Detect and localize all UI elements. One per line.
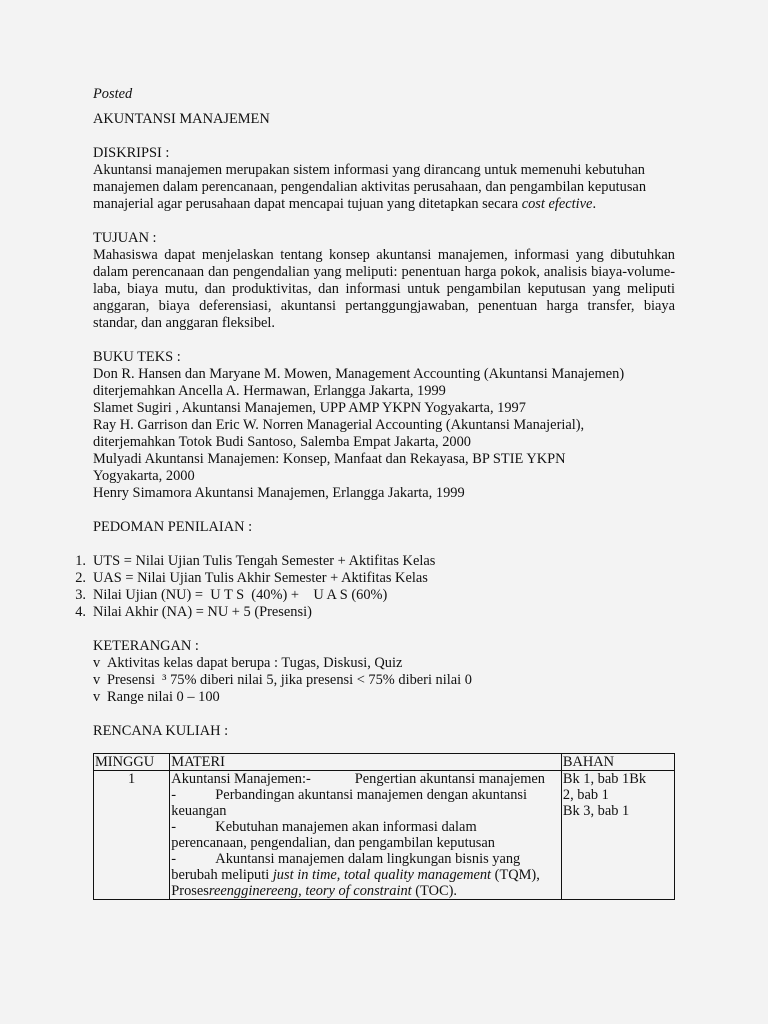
list-item: v Range nilai 0 – 100 [93, 689, 220, 705]
bahan-cell: Bk 1, bab 1Bk 2, bab 1 Bk 3, bab 1 [561, 771, 674, 900]
buku-teks-line: Slamet Sugiri , Akuntansi Manajemen, UPP AMP YKPN Yogyakarta, 1997 [93, 400, 526, 416]
document-title: AKUNTANSI MANAJEMEN [93, 111, 270, 127]
column-header: BAHAN [561, 754, 674, 771]
buku-teks-line: diterjemahkan Totok Budi Santoso, Salemba Empat Jakarta, 2000 [93, 434, 472, 450]
list-item: 4. Nilai Akhir (NA) = NU + 5 (Presensi) [75, 604, 312, 620]
posted-label: Posted [93, 86, 133, 102]
buku-teks-heading: BUKU TEKS : [93, 349, 181, 365]
minggu-cell: 1 [94, 771, 170, 900]
buku-teks-line: Don R. Hansen dan Maryane M. Mowen, Management Accounting (Akuntansi Manajemen) [93, 366, 625, 382]
list-item: v Aktivitas kelas dapat berupa : Tugas, Diskusi, Quiz [93, 655, 403, 671]
pedoman-list [75, 553, 675, 621]
column-header: MATERI [170, 754, 562, 771]
tujuan-heading: TUJUAN : [93, 230, 157, 246]
list-item: 1. UTS = Nilai Ujian Tulis Tengah Semester + Aktifitas Kelas [75, 553, 436, 569]
table-header-row [94, 754, 675, 771]
buku-teks-line: Yogyakarta, 2000 [93, 468, 195, 484]
document-content [75, 86, 675, 900]
keterangan-heading: KETERANGAN : [93, 638, 199, 654]
pedoman-heading: PEDOMAN PENILAIAN : [93, 519, 253, 535]
buku-teks-line: Mulyadi Akuntansi Manajemen: Konsep, Manfaat dan Rekayasa, BP STIE YKPN [93, 451, 566, 467]
bullet-icon: v [93, 689, 101, 705]
list-item: 2. UAS = Nilai Ujian Tulis Akhir Semester + Aktifitas Kelas [75, 570, 428, 586]
tujuan-text: Mahasiswa dapat menjelaskan tentang konsep akuntansi manajemen, informasi yang dibutuhkan dalam perencanaan dan pengendalian yang meliputi: penentuan harga pokok, analisis biaya-volume-laba, biaya mutu, dan produktivitas, dan informasi untuk pengambilan keputusan yang meliputi anggaran, biaya deferensiasi, akuntansi pertanggungjawaban, penentuan harga transfer, biaya standar, dan anggaran fleksibel. [93, 247, 675, 331]
list-item: v Presensi ³ 75% diberi nilai 5, jika presensi < 75% diberi nilai 0 [93, 672, 472, 688]
buku-teks-line: Ray H. Garrison dan Eric W. Norren Managerial Accounting (Akuntansi Manajerial), [93, 417, 585, 433]
materi-cell: Akuntansi Manajemen:- Pengertian akuntansi manajemen - Perbandingan akuntansi manajemen dengan akuntansi keuangan - Kebutuhan manajemen akan informasi dalam perencanaan, pengendalian, dan pengambilan keputusan - Akuntansi manajemen dalam lingkungan bisnis yang berubah meliputi just in time, total quality management (TQM), Prosesreenggine​reeng, teory of constraint (TOC). [170, 771, 562, 900]
list-item: 3. Nilai Ujian (NU) = U T S (40%) + U A S (60%) [75, 587, 388, 603]
column-header: MINGGU [94, 754, 170, 771]
deskripsi-heading: DISKRIPSI : [93, 145, 170, 161]
buku-teks-line: diterjemahkan Ancella A. Hermawan, Erlangga Jakarta, 1999 [93, 383, 446, 399]
deskripsi-text: Akuntansi manajemen merupakan sistem informasi yang dirancang untuk memenuhi kebutuhan manajemen dalam perencanaan, pengendalian aktivitas perusahaan, dan pengambilan keputusan manajerial agar perusahaan dapat mencapai tujuan yang ditetapkan secara cost efective. [93, 162, 647, 212]
buku-teks-line: Henry Simamora Akuntansi Manajemen, Erlangga Jakarta, 1999 [93, 485, 465, 501]
rencana-kuliah-table [93, 753, 675, 900]
table-row [94, 771, 675, 900]
bullet-icon: v [93, 672, 101, 688]
rencana-heading: RENCANA KULIAH : [93, 723, 229, 739]
keterangan-list [93, 655, 675, 706]
bullet-icon: v [93, 655, 101, 671]
